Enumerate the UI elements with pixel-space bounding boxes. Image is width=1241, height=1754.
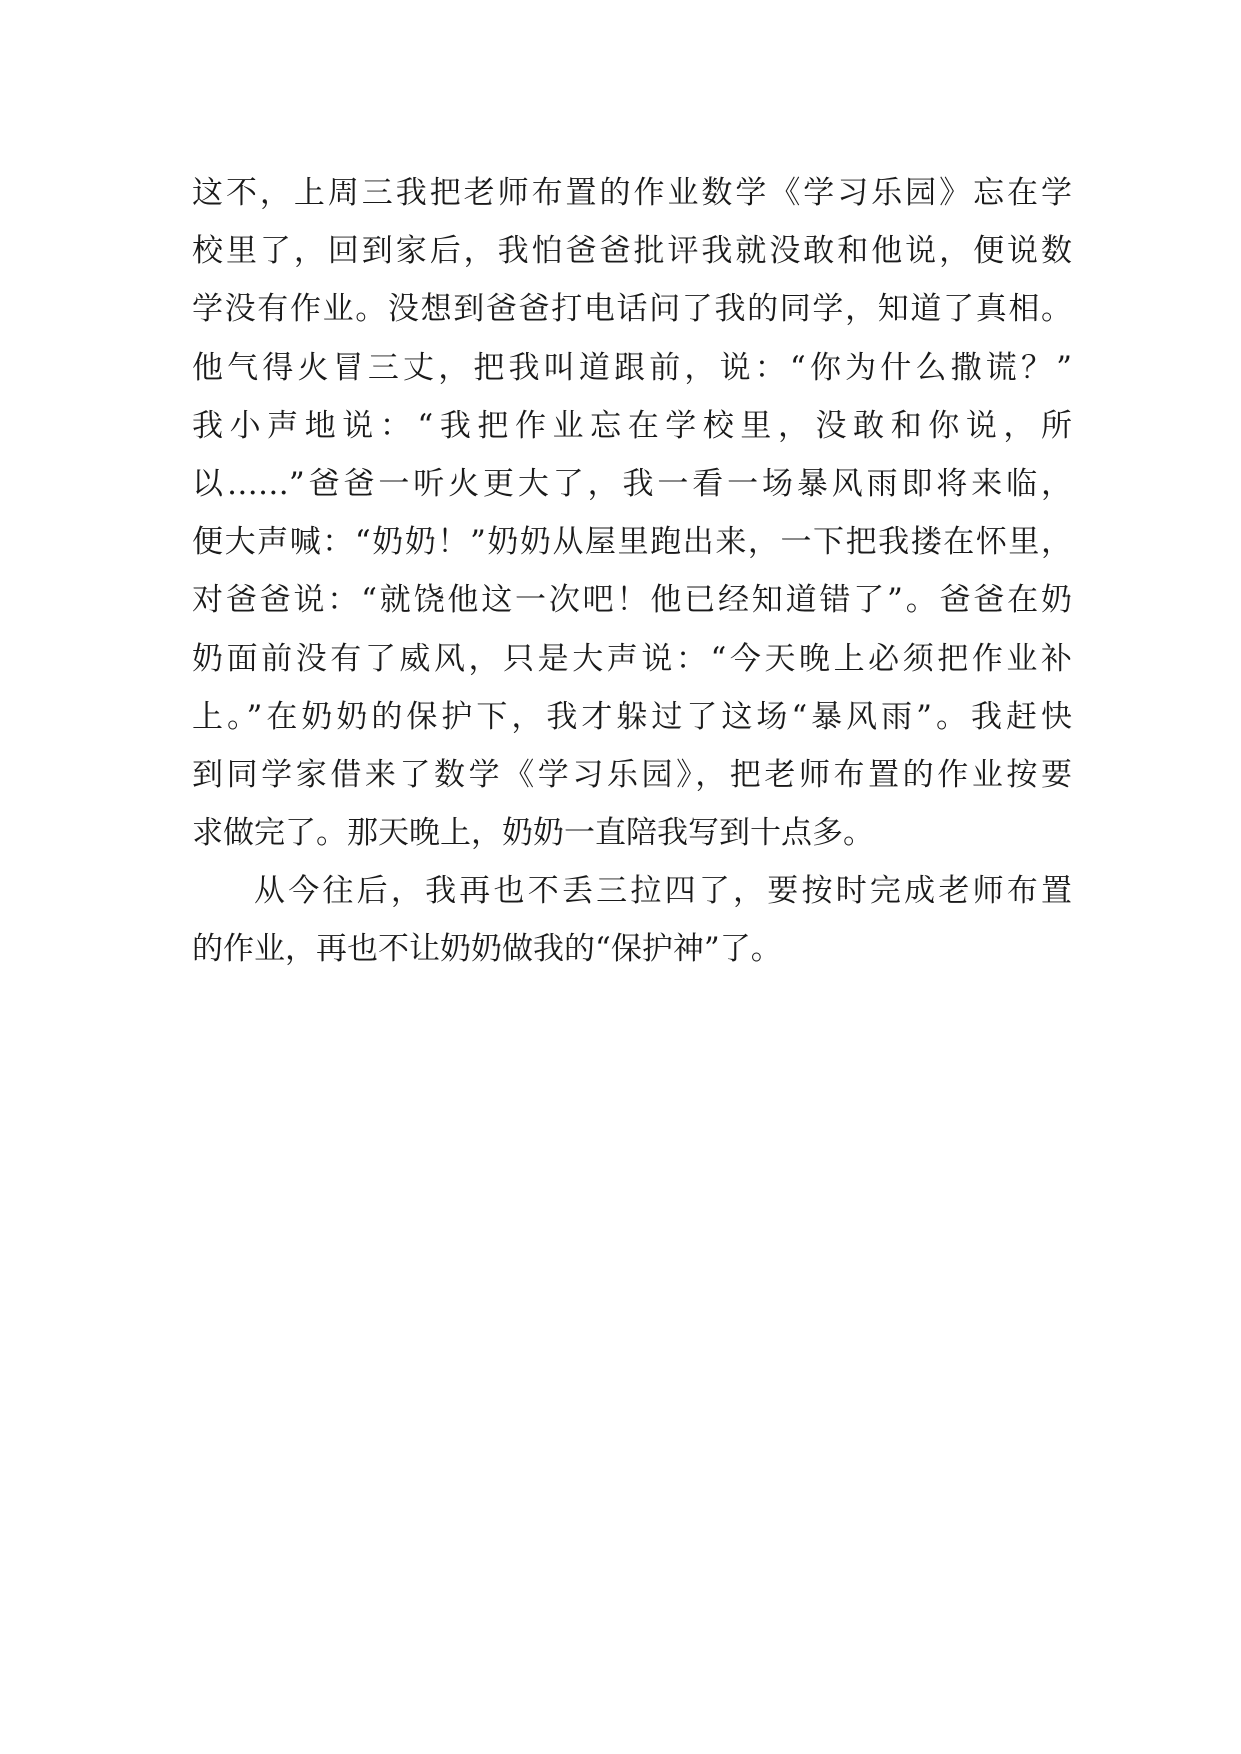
text-line: 这不，上周三我把老师布置的作业数学《学习乐园》忘在学 xyxy=(192,175,1072,211)
text-line: 的作业，再也不让奶奶做我的“保护神”了。 xyxy=(192,931,782,968)
text-line: 他气得火冒三丈，把我叫道跟前，说：“你为什么撒谎？” xyxy=(192,349,1072,386)
text-line: 对爸爸说：“就饶他这一次吧！他已经知道错了”。爸爸在奶 xyxy=(192,582,1072,619)
text-line: 以……”爸爸一听火更大了，我一看一场暴风雨即将来临， xyxy=(192,465,1072,502)
text-line: 便大声喊：“奶奶！”奶奶从屋里跑出来，一下把我搂在怀里， xyxy=(192,524,1072,561)
text-line: 上。”在奶奶的保护下，我才躲过了这场“暴风雨”。我赶快 xyxy=(192,698,1072,735)
text-line: 校里了，回到家后，我怕爸爸批评我就没敢和他说，便说数 xyxy=(192,233,1072,270)
text-line: 到同学家借来了数学《学习乐园》，把老师布置的作业按要 xyxy=(192,756,1072,793)
text-line: 我小声地说：“我把作业忘在学校里，没敢和你说，所 xyxy=(192,407,1072,444)
text-line: 奶面前没有了威风，只是大声说：“今天晚上必须把作业补 xyxy=(192,640,1072,677)
text-line: 求做完了。那天晚上，奶奶一直陪我写到十点多。 xyxy=(192,815,874,852)
body-text xyxy=(192,164,1072,979)
text-line: 从今往后，我再也不丢三拉四了，要按时完成老师布置 xyxy=(254,873,1072,910)
text-line: 学没有作业。没想到爸爸打电话问了我的同学，知道了真相。 xyxy=(192,291,1072,328)
